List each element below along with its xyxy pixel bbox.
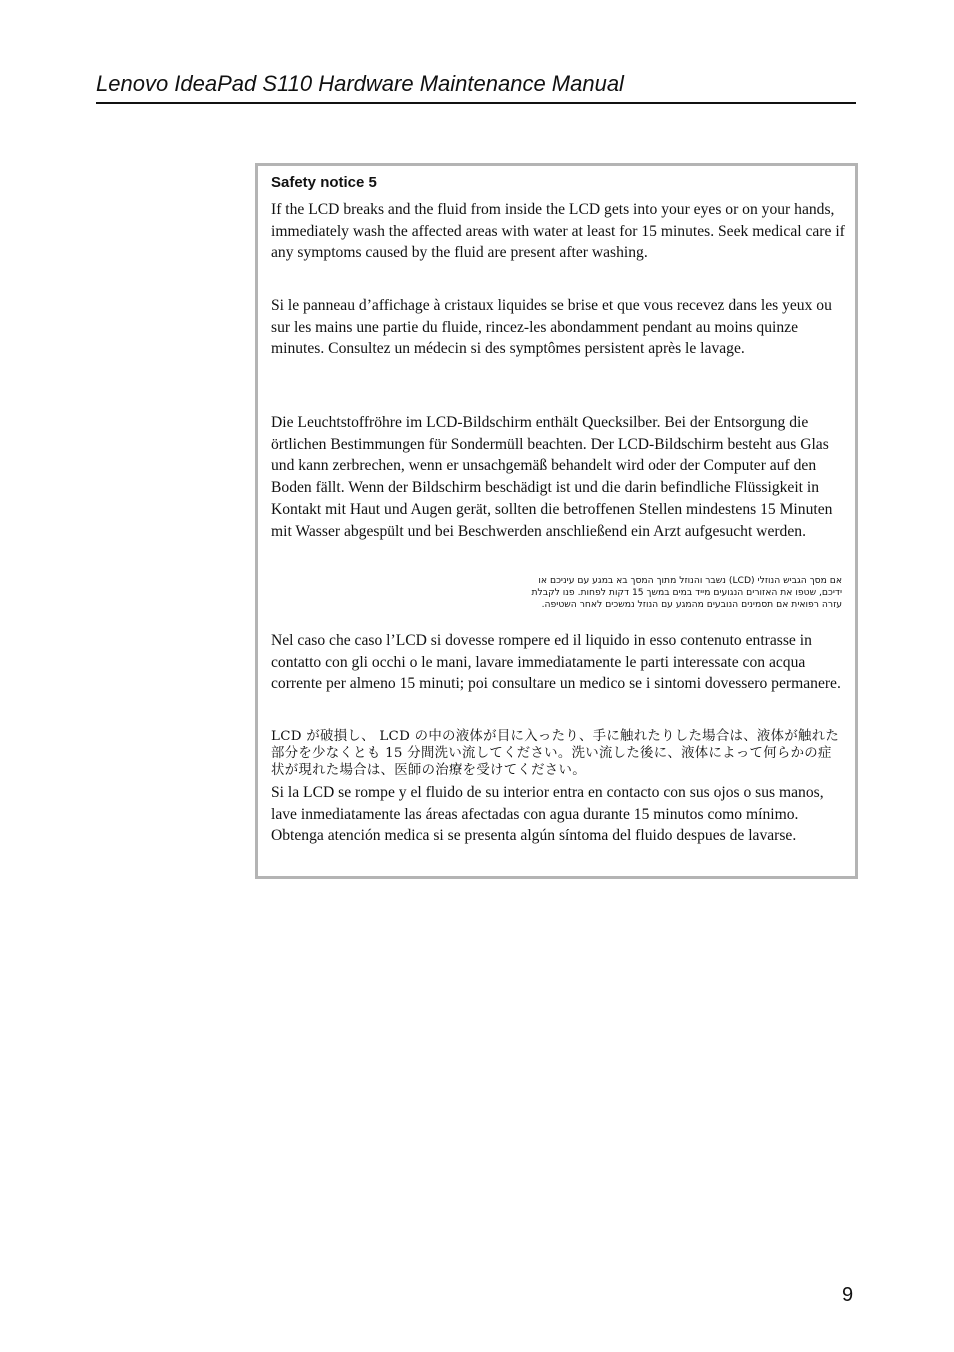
page-number: 9 xyxy=(842,1284,854,1306)
notice-heading: Safety notice 5 xyxy=(271,174,377,191)
notice-german: Die Leuchtstoffröhre im LCD-Bildschirm enthält Quecksilber. Bei der Entsorgung die örtlichen Bestimmungen für Sondermüll beachten. Der LCD-Bildschirm besteht aus Glas und kann zerbrechen, wenn er unsachgemäß behandelt wird oder der Computer auf den Boden fällt. Wenn der Bildschirm beschädigt ist und die darin befindliche Flüssigkeit in Kontakt mit Haut und Augen gerät, sollten die betroffenen Stellen mindestens 15 Minuten mit Wasser abgespült und bei Beschwerden anschließend ein Arzt aufgesucht werden. xyxy=(271,414,833,540)
page-header-title: Lenovo IdeaPad S110 Hardware Maintenance Manual xyxy=(96,71,624,96)
notice-italian: Nel caso che caso l’LCD si dovesse rompere ed il liquido in esso contenuto entrasse in contatto con gli occhi o le mani, lavare immediatamente le parti interessate con acqua corrente per almeno 15 minuti; poi consultare un medico se i sintomi dovessero permanere. xyxy=(271,632,841,693)
notice-english: If the LCD breaks and the fluid from inside the LCD gets into your eyes or on your hands, immediately wash the affected areas with water at least for 15 minutes. Seek medical care if any symptoms caused by the fluid are present after washing. xyxy=(271,201,845,262)
notice-hebrew: אם מסך הגביש הנוזלי (LCD) נשבר והנוזל מתוך המסך בא במגע עם עיניכם או ידיכם, שטפו את האזורים הנגועים מייד במים במשך 15 דקות לפחות. פנו לקבלת עזרה רפואית אם תסמינים הנובעים מהמגע עם הנוזל נמשכים לאחר השטיפה. xyxy=(531,575,842,611)
notice-french: Si le panneau d’affichage à cristaux liquides se brise et que vous recevez dans les yeux ou sur les mains une partie du fluide, rincez-les abondamment pendant au moins quinze minutes. Consultez un médecin si des symptômes persistent après le lavage. xyxy=(271,297,832,358)
header-rule xyxy=(96,102,856,104)
notice-spanish: Si la LCD se rompe y el fluido de su interior entra en contacto con sus ojos o sus manos, lave inmediatamente las áreas afectadas con agua durante 15 minutos como mínimo. Obtenga atención medica si se presenta algún síntoma del fluido despues de lavarse. xyxy=(271,784,824,845)
notice-japanese: LCD が破損し、 LCD の中の液体が目に入ったり、手に触れたりした場合は、液体が触れた部分を少なくとも 15 分間洗い流してください。洗い流した後に、液体によって何らかの症状が現れた場合は、医師の治療を受けてください。 xyxy=(271,729,840,778)
